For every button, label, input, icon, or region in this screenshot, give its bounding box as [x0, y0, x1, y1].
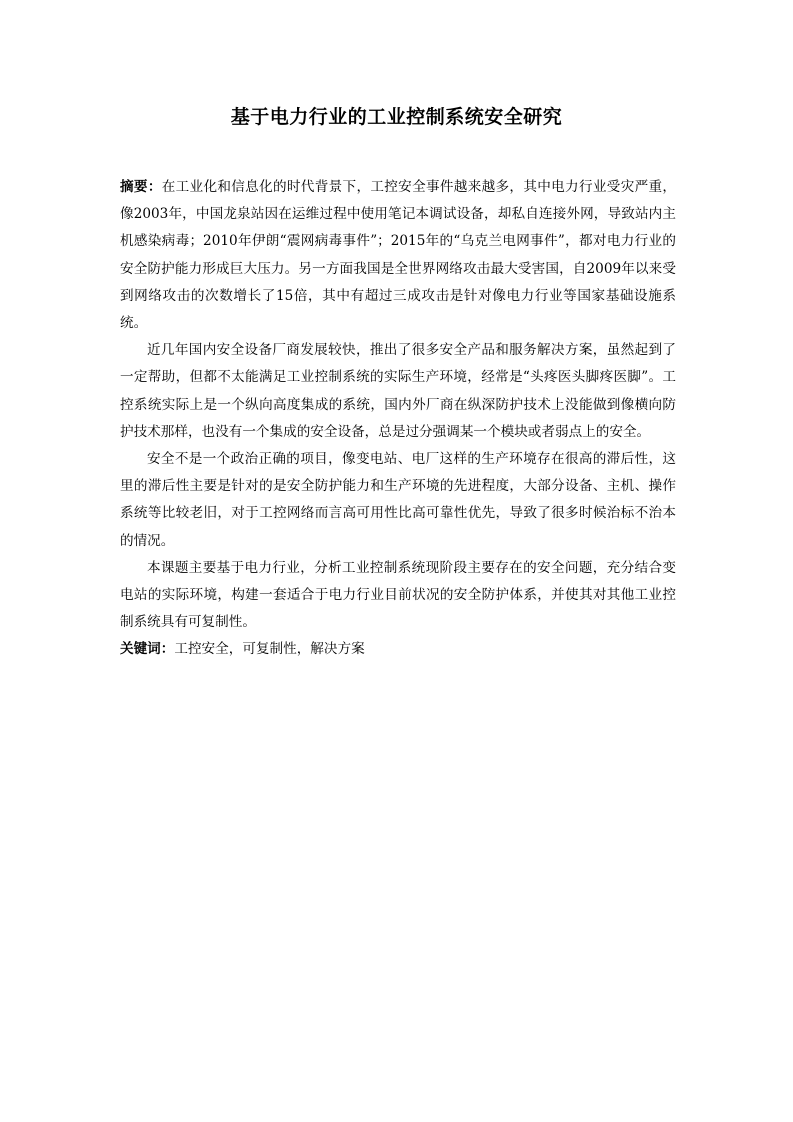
keywords-label: 关键词： — [120, 641, 175, 658]
body-paragraph-2: 安全不是一个政治正确的项目，像变电站、电厂这样的生产环境存在很高的滞后性，这里的滞后性主要是针对的是安全防护能力和生产环境的先进程度，大部分设备、主机、操作系统等比较老旧，对于工控网络而言高可用性比高可靠性优先，导致了很多时候治标不治本的情况。 — [120, 451, 676, 549]
keywords-text: 工控安全，可复制性，解决方案 — [174, 641, 365, 658]
abstract-paragraph — [120, 174, 676, 337]
abstract-text: 在工业化和信息化的时代背景下，工控安全事件越来越多，其中电力行业受灾严重，像2003年，中国龙泉站因在运维过程中使用笔记本调试设备，却私自连接外网，导致站内主机感染病毒；2010年伊朗“震网病毒事件”；2015年的“乌克兰电网事件”，都对电力行业的安全防护能力形成巨大压力。另一方面我国是全世界网络攻击最大受害国，自2009年以来受到网络攻击的次数增长了15倍，其中有超过三成攻击是针对像电力行业等国家基础设施系统。 — [120, 179, 677, 332]
body-paragraph-1: 近几年国内安全设备厂商发展较快，推出了很多安全产品和服务解决方案，虽然起到了一定帮助，但都不太能满足工业控制系统的实际生产环境，经常是“头疼医头脚疼医脚”。工控系统实际上是一个纵向高度集成的系统，国内外厂商在纵深防护技术上没能做到像横向防护技术那样，也没有一个集成的安全设备，总是过分强调某一个模块或者弱点上的安全。 — [120, 342, 676, 440]
keywords-paragraph — [120, 636, 676, 663]
abstract-label: 摘要： — [120, 179, 162, 195]
body-paragraph-3: 本课题主要基于电力行业，分析工业控制系统现阶段主要存在的安全问题，充分结合变电站的实际环境，构建一套适合于电力行业目前状况的安全防护体系，并使其对其他工业控制系统具有可复制性。 — [120, 559, 676, 631]
abstract-section — [120, 174, 676, 664]
paper-title: 基于电力行业的工业控制系统安全研究 — [230, 106, 563, 128]
